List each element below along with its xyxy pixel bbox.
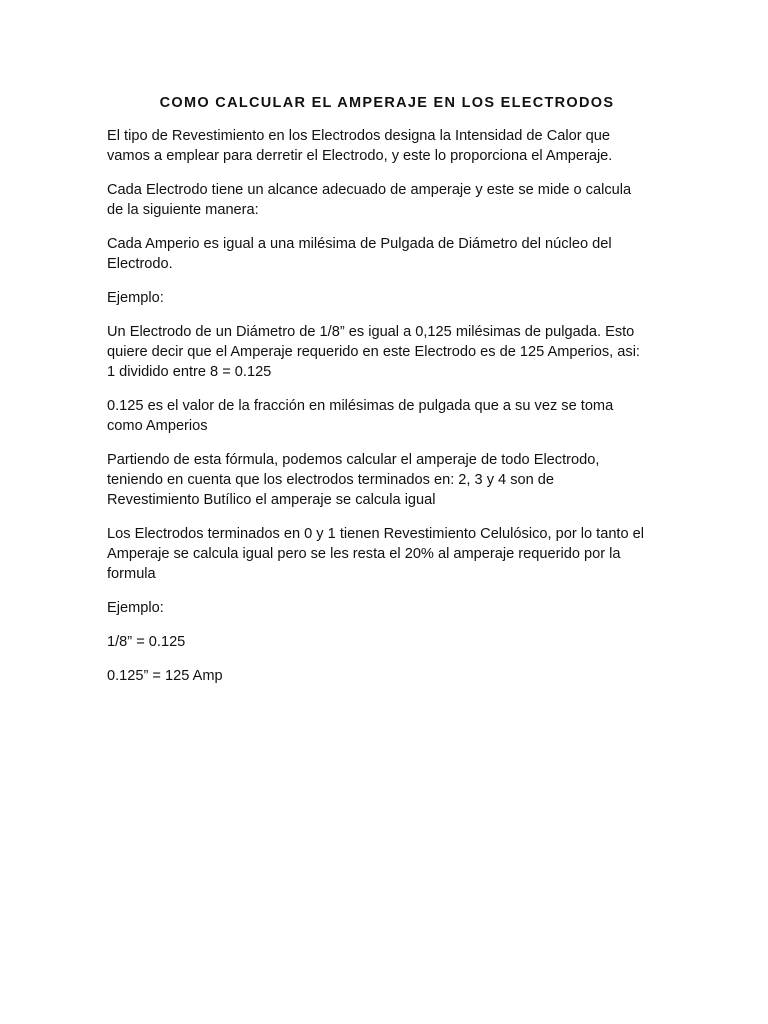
text-line: El tipo de Revestimiento en los Electrodos designa la Intensidad de Calor que bbox=[107, 128, 610, 144]
text-line: 0.125” = 125 Amp bbox=[107, 668, 223, 684]
paragraph-diametro bbox=[107, 322, 667, 382]
paragraph-celulosico bbox=[107, 524, 667, 584]
paragraph-equation-amp bbox=[107, 666, 667, 686]
text-line: 0.125 es el valor de la fracción en milésimas de pulgada que a su vez se toma bbox=[107, 398, 614, 414]
text-line: Electrodo. bbox=[107, 256, 173, 272]
text-line: Cada Electrodo tiene un alcance adecuado de amperaje y este se mide o calcula bbox=[107, 182, 632, 198]
text-line: 1 dividido entre 8 = 0.125 bbox=[107, 364, 272, 380]
paragraph-revestimiento bbox=[107, 126, 667, 166]
text-line: quiere decir que el Amperaje requerido en este Electrodo es de 125 Amperios, asi: bbox=[107, 344, 640, 360]
text-line: como Amperios bbox=[107, 418, 208, 434]
text-line: Amperaje se calcula igual pero se les resta el 20% al amperaje requerido por la bbox=[107, 546, 621, 562]
text-line: vamos a emplear para derretir el Electrodo, y este lo proporciona el Amperaje. bbox=[107, 148, 613, 164]
paragraph-amperio bbox=[107, 234, 667, 274]
text-line: Revestimiento Butílico el amperaje se calcula igual bbox=[107, 492, 436, 508]
document-body bbox=[107, 94, 667, 700]
paragraph-fraccion bbox=[107, 396, 667, 436]
text-line: Los Electrodos terminados en 0 y 1 tienen Revestimiento Celulósico, por lo tanto el bbox=[107, 526, 645, 542]
text-line: Partiendo de esta fórmula, podemos calcular el amperaje de todo Electrodo, bbox=[107, 452, 600, 468]
paragraph-equation-fraction bbox=[107, 632, 667, 652]
paragraph-ejemplo-label-2 bbox=[107, 598, 667, 618]
text-line: 1/8” = 0.125 bbox=[107, 634, 186, 650]
text-line: de la siguiente manera: bbox=[107, 202, 259, 218]
text-line: Ejemplo: bbox=[107, 290, 164, 306]
document-title: COMO CALCULAR EL AMPERAJE EN LOS ELECTRODOS bbox=[159, 95, 615, 111]
text-line: formula bbox=[107, 566, 156, 582]
paragraph-alcance bbox=[107, 180, 667, 220]
paragraph-ejemplo-label bbox=[107, 288, 667, 308]
paragraph-formula bbox=[107, 450, 667, 510]
text-line: Un Electrodo de un Diámetro de 1/8” es igual a 0,125 milésimas de pulgada. Esto bbox=[107, 324, 635, 340]
text-line: teniendo en cuenta que los electrodos terminados en: 2, 3 y 4 son de bbox=[107, 472, 555, 488]
text-line: Cada Amperio es igual a una milésima de Pulgada de Diámetro del núcleo del bbox=[107, 236, 612, 252]
text-line: Ejemplo: bbox=[107, 600, 164, 616]
